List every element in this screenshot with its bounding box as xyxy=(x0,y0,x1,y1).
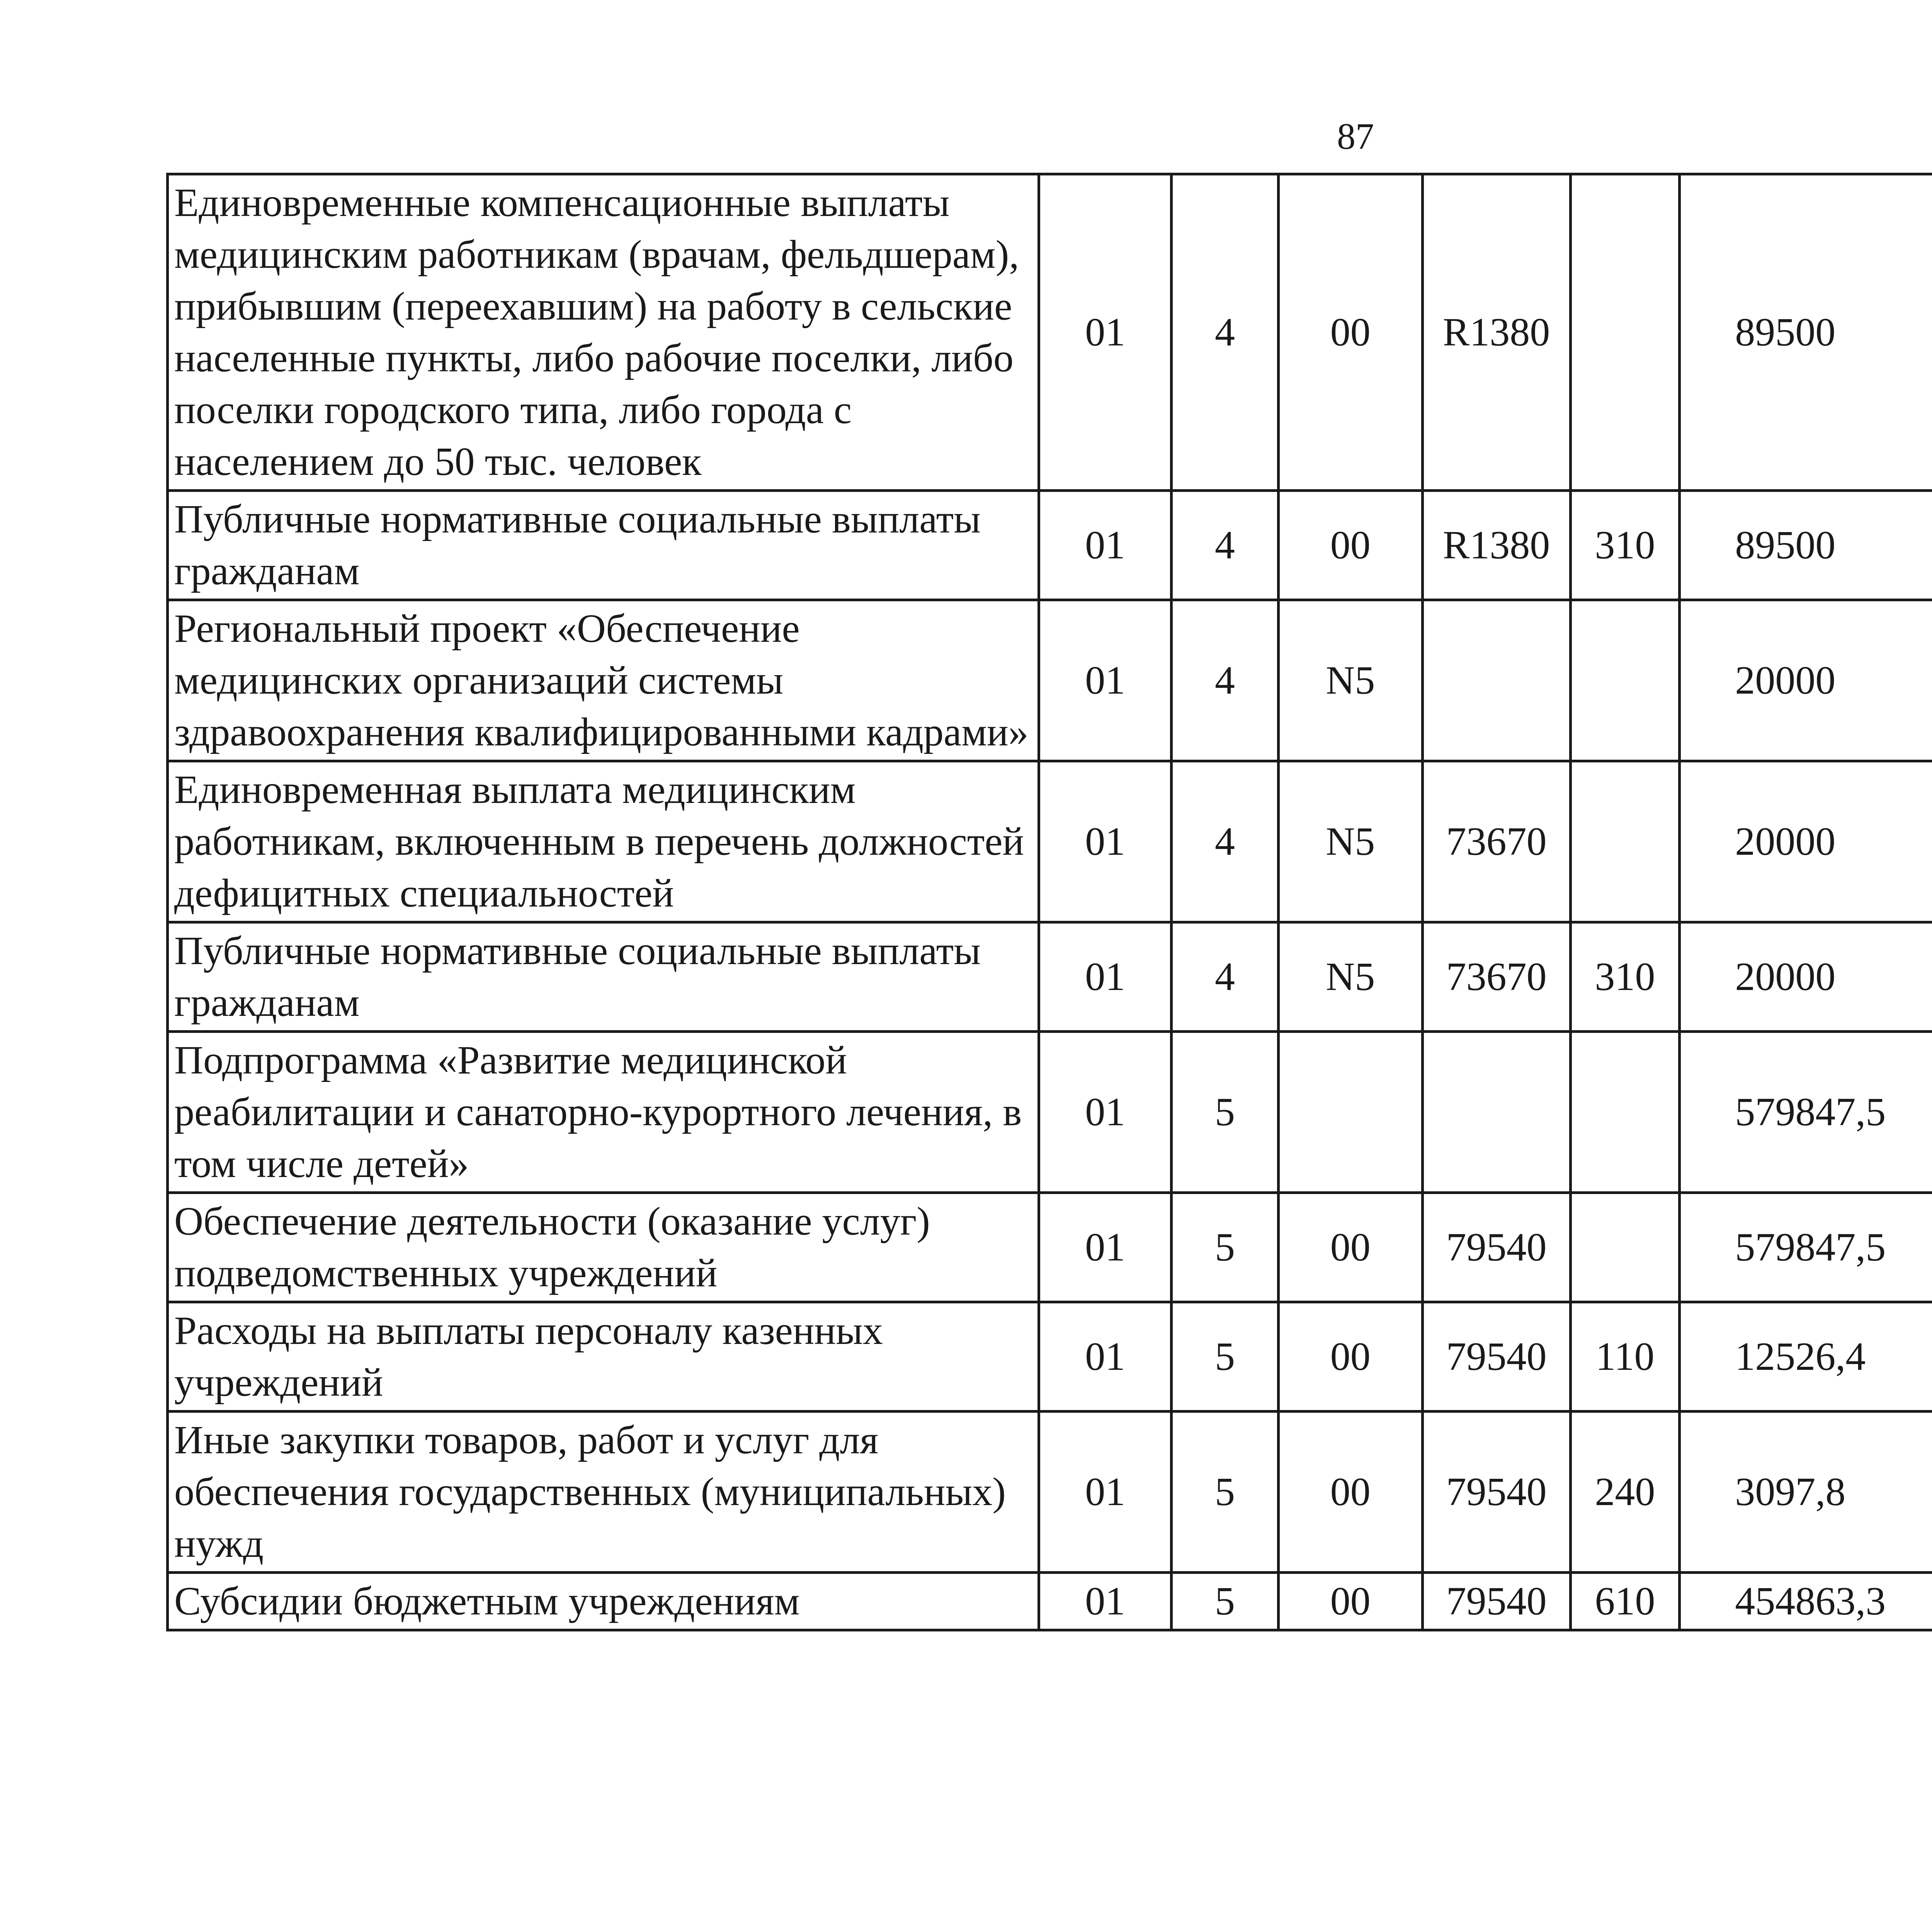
table-row xyxy=(168,600,1932,761)
subprogram-code: 5 xyxy=(1172,1193,1279,1302)
table-body xyxy=(168,174,1932,1630)
row-name: Публичные нормативные социальные выплаты гражданам xyxy=(168,922,1039,1032)
program-code: 01 xyxy=(1039,1032,1172,1193)
direction-code: 00 xyxy=(1278,1193,1422,1302)
program-code: 01 xyxy=(1039,1573,1172,1630)
table-row xyxy=(168,491,1932,600)
row-name: Иные закупки товаров, работ и услуг для обеспечения государственных (муниципальных) нужд xyxy=(168,1412,1039,1573)
target-code: R1380 xyxy=(1422,174,1570,491)
table-row xyxy=(168,761,1932,922)
direction-code: N5 xyxy=(1278,600,1422,761)
expense-type-code: 240 xyxy=(1570,1412,1680,1573)
subprogram-code: 4 xyxy=(1172,761,1279,922)
amount-year-1: 20000 xyxy=(1680,922,1932,1032)
table-row xyxy=(168,1302,1932,1412)
budget-table xyxy=(166,173,1932,1631)
target-code: 79540 xyxy=(1422,1193,1570,1302)
row-name: Обеспечение деятельности (оказание услуг) подведомственных учреждений xyxy=(168,1193,1039,1302)
amount-year-1: 89500 xyxy=(1680,174,1932,491)
program-code: 01 xyxy=(1039,491,1172,600)
table-row xyxy=(168,922,1932,1032)
row-name: Субсидии бюджетным учреждениям xyxy=(168,1573,1039,1630)
target-code xyxy=(1422,600,1570,761)
table-row xyxy=(168,1193,1932,1302)
program-code: 01 xyxy=(1039,1193,1172,1302)
amount-year-1: 20000 xyxy=(1680,600,1932,761)
direction-code: 00 xyxy=(1278,174,1422,491)
expense-type-code xyxy=(1570,761,1680,922)
direction-code: 00 xyxy=(1278,1302,1422,1412)
subprogram-code: 4 xyxy=(1172,491,1279,600)
row-name: Подпрограмма «Развитие медицинской реабилитации и санаторно-курортного лечения, в том числе детей» xyxy=(168,1032,1039,1193)
expense-type-code: 310 xyxy=(1570,491,1680,600)
table-row xyxy=(168,1573,1932,1630)
subprogram-code: 5 xyxy=(1172,1573,1279,1630)
expense-type-code xyxy=(1570,174,1680,491)
subprogram-code: 5 xyxy=(1172,1412,1279,1573)
direction-code: N5 xyxy=(1278,761,1422,922)
direction-code: 00 xyxy=(1278,1573,1422,1630)
amount-year-1: 12526,4 xyxy=(1680,1302,1932,1412)
row-name: Публичные нормативные социальные выплаты гражданам xyxy=(168,491,1039,600)
expense-type-code xyxy=(1570,600,1680,761)
expense-type-code: 310 xyxy=(1570,922,1680,1032)
amount-year-1: 579847,5 xyxy=(1680,1193,1932,1302)
direction-code: 00 xyxy=(1278,491,1422,600)
amount-year-1: 454863,3 xyxy=(1680,1573,1932,1630)
table-row xyxy=(168,174,1932,491)
direction-code xyxy=(1278,1032,1422,1193)
amount-year-1: 20000 xyxy=(1680,761,1932,922)
row-name: Расходы на выплаты персоналу казенных учреждений xyxy=(168,1302,1039,1412)
subprogram-code: 5 xyxy=(1172,1032,1279,1193)
expense-type-code xyxy=(1570,1032,1680,1193)
table-row xyxy=(168,1032,1932,1193)
target-code: 79540 xyxy=(1422,1412,1570,1573)
target-code: 79540 xyxy=(1422,1573,1570,1630)
page-number: 87 xyxy=(1337,116,1374,157)
amount-year-1: 579847,5 xyxy=(1680,1032,1932,1193)
amount-year-1: 3097,8 xyxy=(1680,1412,1932,1573)
direction-code: 00 xyxy=(1278,1412,1422,1573)
expense-type-code xyxy=(1570,1193,1680,1302)
subprogram-code: 5 xyxy=(1172,1302,1279,1412)
row-name: Единовременные компенсационные выплаты медицинским работникам (врачам, фельдшерам), прибывшим (переехавшим) на работу в сельские населенные пункты, либо рабочие поселки, либо поселки городского типа, либо города с населением до 50 тыс. человек xyxy=(168,174,1039,491)
target-code: 73670 xyxy=(1422,761,1570,922)
expense-type-code: 610 xyxy=(1570,1573,1680,1630)
program-code: 01 xyxy=(1039,1412,1172,1573)
table-row xyxy=(168,1412,1932,1573)
subprogram-code: 4 xyxy=(1172,174,1279,491)
amount-year-1: 89500 xyxy=(1680,491,1932,600)
program-code: 01 xyxy=(1039,922,1172,1032)
expense-type-code: 110 xyxy=(1570,1302,1680,1412)
subprogram-code: 4 xyxy=(1172,600,1279,761)
direction-code: N5 xyxy=(1278,922,1422,1032)
row-name: Единовременная выплата медицинским работникам, включенным в перечень должностей дефицитных специальностей xyxy=(168,761,1039,922)
row-name: Региональный проект «Обеспечение медицинских организаций системы здравоохранения квалифицированными кадрами» xyxy=(168,600,1039,761)
target-code: R1380 xyxy=(1422,491,1570,600)
target-code: 73670 xyxy=(1422,922,1570,1032)
target-code: 79540 xyxy=(1422,1302,1570,1412)
program-code: 01 xyxy=(1039,600,1172,761)
subprogram-code: 4 xyxy=(1172,922,1279,1032)
program-code: 01 xyxy=(1039,1302,1172,1412)
program-code: 01 xyxy=(1039,761,1172,922)
program-code: 01 xyxy=(1039,174,1172,491)
target-code xyxy=(1422,1032,1570,1193)
